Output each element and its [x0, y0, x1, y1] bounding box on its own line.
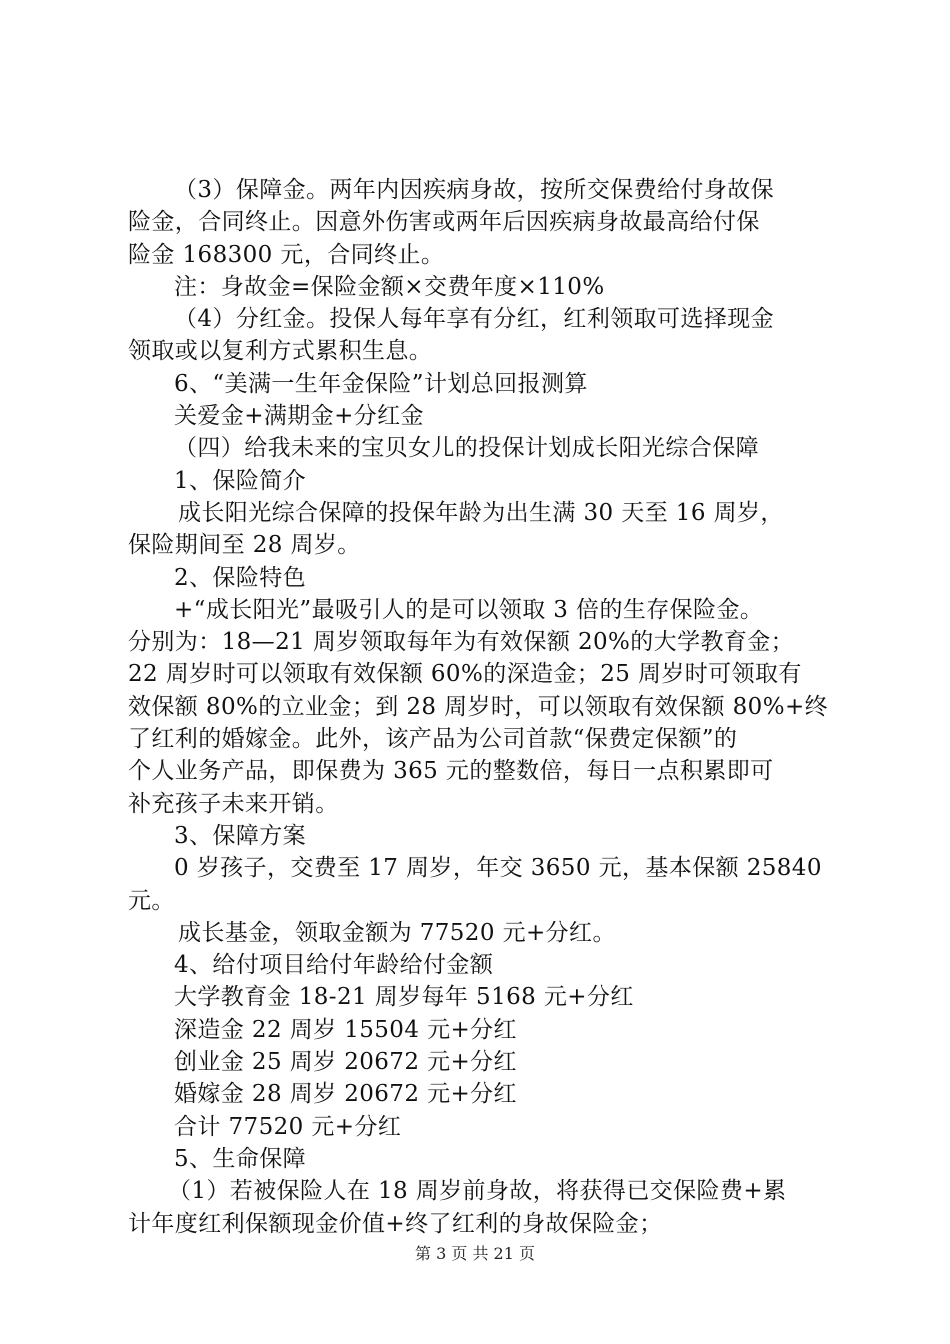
- text-line: 创业金 25 周岁 20672 元+分红: [174, 1049, 517, 1076]
- text-line: 5、生命保障: [174, 1145, 307, 1172]
- text-line: 险金 168300 元，合同终止。: [128, 241, 445, 268]
- page-number-footer: 第 3 页 共 21 页: [415, 1244, 535, 1263]
- text-line: 分别为：18—21 周岁领取每年为有效保额 20%的大学教育金；: [128, 629, 795, 656]
- text-line: 0 岁孩子，交费至 17 周岁，年交 3650 元，基本保额 25840: [174, 855, 822, 882]
- text-line: 22 周岁时可以领取有效保额 60%的深造金；25 周岁时可领取有: [128, 661, 802, 688]
- text-line: 注：身故金=保险金额×交费年度×110%: [174, 273, 605, 300]
- text-line: （4）分红金。投保人每年享有分红，红利领取可选择现金: [174, 306, 775, 333]
- text-line: （3）保障金。两年内因疾病身故，按所交保费给付身故保: [174, 177, 775, 203]
- text-line: 关爱金+满期金+分红金: [174, 403, 424, 430]
- text-line: 领取或以复利方式累积生息。: [128, 338, 433, 365]
- text-line: 效保额 80%的立业金；到 28 周岁时，可以领取有效保额 80%+终: [128, 693, 829, 720]
- text-line: +“成长阳光”最吸引人的是可以领取 3 倍的生存保险金。: [174, 596, 764, 623]
- text-line: 成长阳光综合保障的投保年龄为出生满 30 天至 16 周岁，: [178, 499, 784, 526]
- text-line: 大学教育金 18-21 周岁每年 5168 元+分红: [174, 984, 634, 1011]
- text-line: 保险期间至 28 周岁。: [128, 532, 361, 559]
- text-line: 深造金 22 周岁 15504 元+分红: [174, 1016, 517, 1043]
- text-line: 个人业务产品，即保费为 365 元的整数倍，每日一点积累即可: [128, 758, 774, 785]
- document-body: [128, 174, 834, 1240]
- text-line: 成长基金，领取金额为 77520 元+分红。: [178, 919, 616, 946]
- text-line: 4、给付项目给付年龄给付金额: [174, 952, 494, 979]
- text-line: （四）给我未来的宝贝女儿的投保计划成长阳光综合保障: [174, 435, 759, 462]
- text-line: 婚嫁金 28 周岁 20672 元+分红: [174, 1081, 517, 1108]
- text-line: 6、“美满一生年金保险”计划总回报测算: [174, 370, 588, 397]
- text-line: （1）若被保险人在 18 周岁前身故，将获得已交保险费+累: [168, 1178, 787, 1205]
- text-line: 2、保险特色: [174, 564, 307, 591]
- text-line: 计年度红利保额现金价值+终了红利的身故保险金；: [128, 1210, 663, 1237]
- text-line: 合计 77520 元+分红: [174, 1113, 402, 1140]
- text-line: 1、保险简介: [174, 467, 307, 494]
- text-line: 补充孩子未来开销。: [128, 790, 339, 817]
- text-line: 3、保障方案: [174, 822, 307, 849]
- text-line: 险金，合同终止。因意外伤害或两年后因疾病身故最高给付保: [128, 209, 760, 236]
- text-line: 元。: [128, 887, 175, 914]
- text-line: 了红利的婚嫁金。此外，该产品为公司首款“保费定保额”的: [128, 726, 738, 753]
